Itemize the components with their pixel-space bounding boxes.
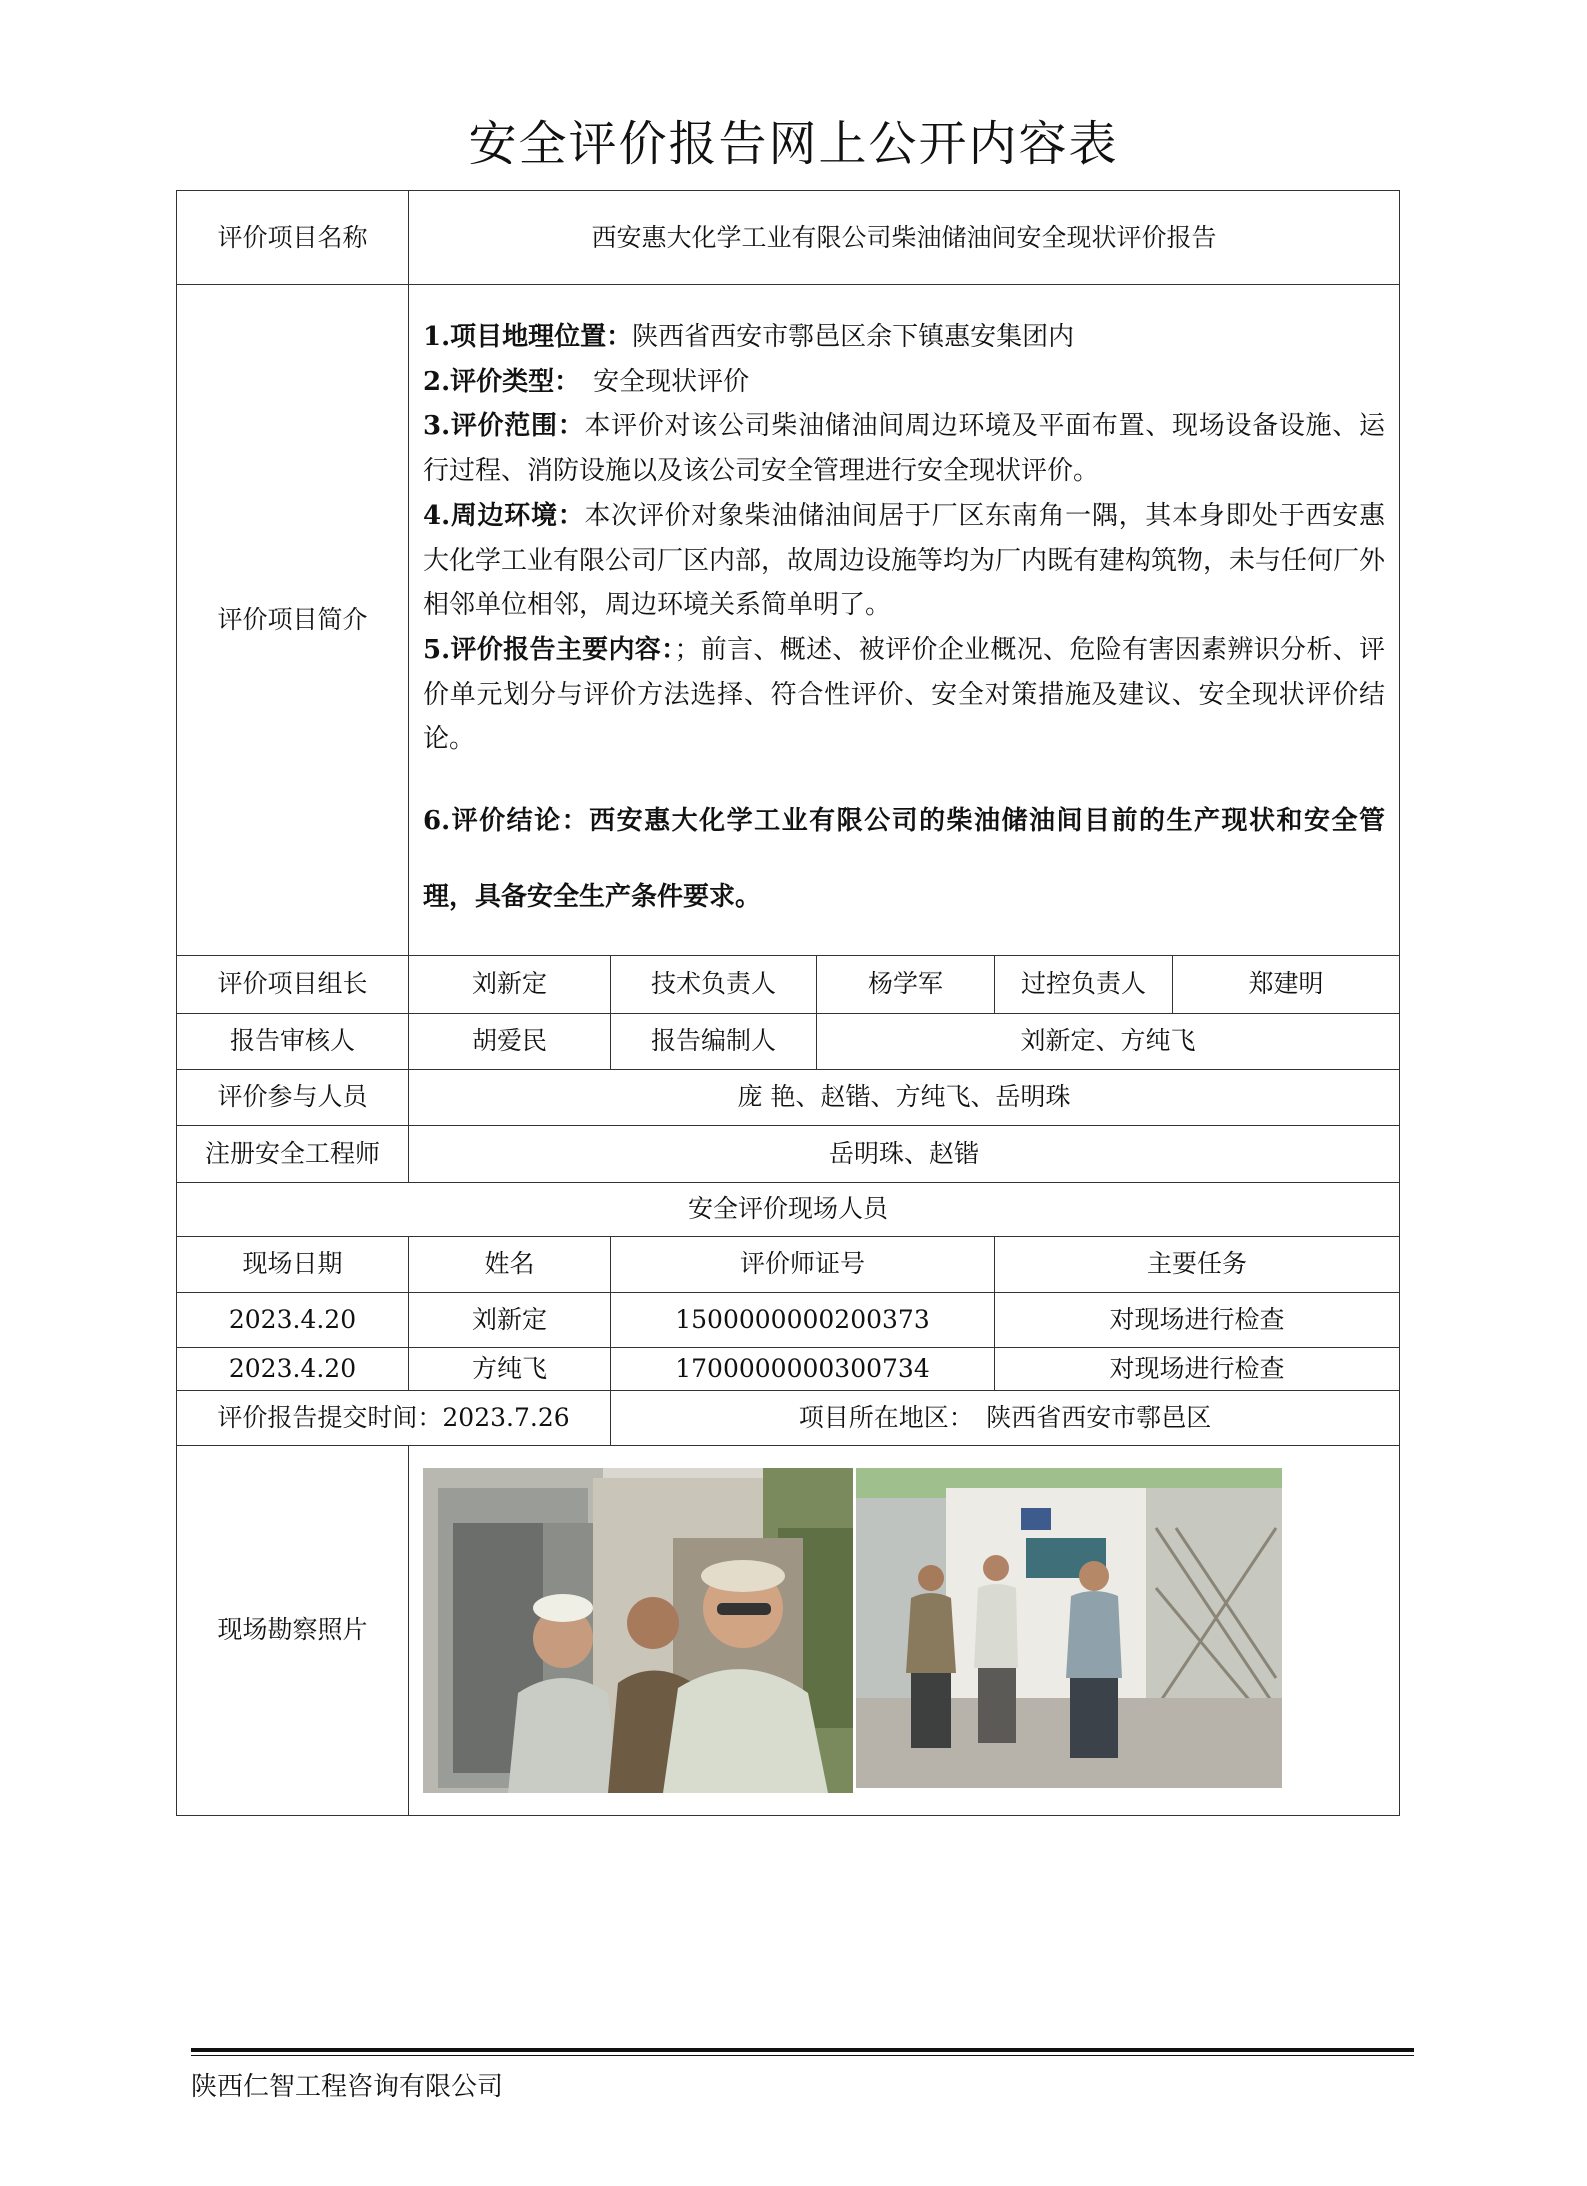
submit-time-value: 2023.7.26 bbox=[442, 1402, 570, 1432]
intro-item-text: ；前言、概述、被评价企业概况、危险有害因素辨识分析、评价单元划分与评价方法选择、符合性评价、安全对策措施及建议、安全现状评价结论。 bbox=[423, 635, 1385, 755]
participants-value: 庞 艳、赵锴、方纯飞、岳明珠 bbox=[409, 1069, 1400, 1125]
table-row bbox=[177, 1292, 1400, 1347]
site-photo-2 bbox=[856, 1468, 1282, 1788]
intro-item-head: 2.评价类型： bbox=[423, 366, 568, 397]
conclusion-head: 6.评价结论： bbox=[423, 806, 590, 837]
intro-item bbox=[423, 494, 1385, 628]
site-photo-1 bbox=[423, 1468, 853, 1793]
tech-lead-value: 杨学军 bbox=[817, 955, 995, 1013]
site-cert: 1500000000200373 bbox=[611, 1292, 995, 1347]
footer-rule-thick bbox=[191, 2048, 1414, 2052]
engineers-label: 注册安全工程师 bbox=[177, 1125, 409, 1182]
intro-item-head: 4.周边环境： bbox=[423, 500, 585, 531]
site-cert: 1700000000300734 bbox=[611, 1347, 995, 1390]
project-intro-label: 评价项目简介 bbox=[177, 285, 409, 956]
site-task: 对现场进行检查 bbox=[995, 1292, 1400, 1347]
site-name: 刘新定 bbox=[409, 1292, 611, 1347]
evaluation-conclusion bbox=[423, 784, 1385, 935]
engineers-value: 岳明珠、赵锴 bbox=[409, 1125, 1400, 1182]
site-header-date: 现场日期 bbox=[177, 1236, 409, 1292]
intro-item-text: 本评价对该公司柴油储油间周边环境及平面布置、现场设备设施、运行过程、消防设施以及该公司安全管理进行安全现状评价。 bbox=[423, 411, 1385, 487]
site-photo-1-image bbox=[423, 1468, 853, 1793]
intro-item bbox=[423, 628, 1385, 762]
participants-label: 评价参与人员 bbox=[177, 1069, 409, 1125]
site-date: 2023.4.20 bbox=[177, 1292, 409, 1347]
intro-item bbox=[423, 315, 1385, 360]
page-title: 安全评价报告网上公开内容表 bbox=[468, 116, 1119, 172]
intro-item bbox=[423, 360, 1385, 405]
site-header-name: 姓名 bbox=[409, 1236, 611, 1292]
site-section-title: 安全评价现场人员 bbox=[177, 1182, 1400, 1236]
site-photos-label: 现场勘察照片 bbox=[177, 1445, 409, 1815]
process-lead-value: 郑建明 bbox=[1173, 955, 1400, 1013]
intro-item-head: 5.评价报告主要内容： bbox=[423, 635, 675, 666]
intro-item bbox=[423, 404, 1385, 493]
submit-time bbox=[177, 1390, 611, 1445]
table-row bbox=[177, 1347, 1400, 1390]
region-label: 项目所在地区： bbox=[798, 1402, 962, 1432]
site-name: 方纯飞 bbox=[409, 1347, 611, 1390]
process-lead-label: 过控负责人 bbox=[995, 955, 1173, 1013]
conclusion-text: 西安惠大化学工业有限公司的柴油储油间目前的生产现状和安全管理，具备安全生产条件要求。 bbox=[423, 806, 1385, 912]
footer-company: 陕西仁智工程咨询有限公司 bbox=[191, 2072, 504, 2102]
intro-item-text: 本次评价对象柴油储油间居于厂区东南角一隅，其本身即处于西安惠大化学工业有限公司厂区内部，故周边设施等均为厂内既有建构筑物，未与任何厂外相邻单位相邻，周边环境关系简单明了。 bbox=[423, 500, 1386, 621]
project-region bbox=[611, 1390, 1400, 1445]
site-header-task: 主要任务 bbox=[995, 1236, 1400, 1292]
region-value: 陕西省西安市鄠邑区 bbox=[986, 1402, 1212, 1432]
reviewer-value: 胡爱民 bbox=[409, 1013, 611, 1069]
project-name-value: 西安惠大化学工业有限公司柴油储油间安全现状评价报告 bbox=[409, 191, 1400, 285]
intro-item-text: 安全现状评价 bbox=[567, 366, 750, 397]
submit-time-label: 评价报告提交时间： bbox=[217, 1402, 443, 1432]
project-intro-content bbox=[409, 285, 1400, 956]
site-task: 对现场进行检查 bbox=[995, 1347, 1400, 1390]
editor-value: 刘新定、方纯飞 bbox=[817, 1013, 1400, 1069]
editor-label: 报告编制人 bbox=[611, 1013, 817, 1069]
intro-item-head: 1.项目地理位置： bbox=[423, 322, 633, 352]
intro-item-head: 3.评价范围： bbox=[423, 411, 585, 442]
tech-lead-label: 技术负责人 bbox=[611, 955, 817, 1013]
site-photo-2-image bbox=[856, 1468, 1282, 1788]
reviewer-label: 报告审核人 bbox=[177, 1013, 409, 1069]
leader-label: 评价项目组长 bbox=[177, 955, 409, 1013]
intro-item-text: 陕西省西安市鄠邑区余下镇惠安集团内 bbox=[632, 322, 1075, 352]
site-header-cert: 评价师证号 bbox=[611, 1236, 995, 1292]
project-name-label: 评价项目名称 bbox=[177, 191, 409, 285]
leader-value: 刘新定 bbox=[409, 955, 611, 1013]
footer-rule-thin bbox=[191, 2055, 1414, 2056]
site-date: 2023.4.20 bbox=[177, 1347, 409, 1390]
